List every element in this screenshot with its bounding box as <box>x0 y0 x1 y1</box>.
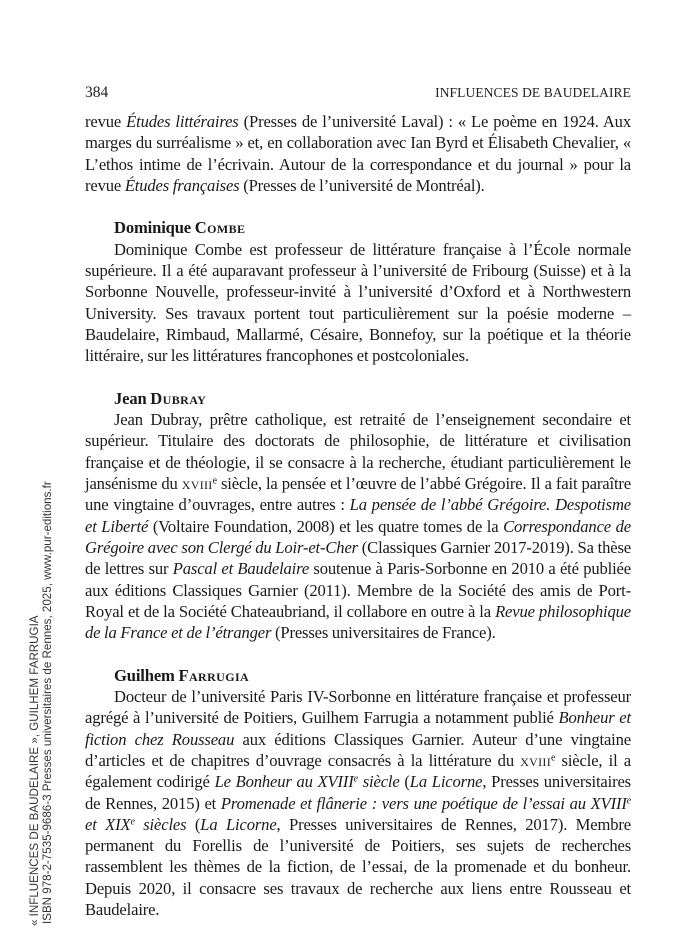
superscript: e <box>626 795 632 807</box>
contributor-bio-farrugia <box>85 686 631 920</box>
text-run: aux éditions Classiques Garnier. Auteur d’une vingtaine d’articles et de chapitres d’ouvrage consacrés à la littérature du <box>85 729 631 770</box>
italic-title: siècles <box>134 814 187 834</box>
italic-title: Revue philosophique de la France et de l’étranger <box>85 601 631 643</box>
italic-title: Bonheur et fiction chez Rousseau <box>85 708 631 749</box>
italic-title: La pensée de l’abbé Grégoire. Despotisme et Liberté <box>85 495 631 536</box>
text-run: revue <box>85 112 127 131</box>
italic-title: siècle <box>357 772 400 792</box>
superscript: e <box>353 773 358 785</box>
contributor-first-name: Jean <box>114 388 147 408</box>
italic-title: Études françaises <box>124 175 240 195</box>
contributor-last-name: Dubray <box>150 388 207 408</box>
italic-title: Pascal et Baudelaire <box>172 559 310 579</box>
contributor-first-name: Guilhem <box>114 665 175 685</box>
superscript: e <box>551 752 556 764</box>
contributor-first-name: Dominique <box>114 218 192 238</box>
contributor-bio-combe <box>85 239 631 367</box>
text-run: , Presses universitaires de Rennes, 2015) et <box>85 772 631 813</box>
italic-title: et XIX <box>85 814 131 834</box>
italic-title: Correspondance de Grégoire avec son Clergé du Loir-et-Cher <box>85 516 631 557</box>
text-run: soutenue à Paris-Sorbonne en 2010 a été publiée aux éditions Classiques Garnier (2011). Membre de la Société des amis de Port-Royal et de la Société Chateaubriand, il collabore en outre à la <box>85 559 631 621</box>
italic-title: La Licorne <box>200 814 277 834</box>
italic-title: Études littéraires <box>126 112 239 131</box>
text-run: (Voltaire Foundation, 2008) et les quatre tomes de la <box>148 516 504 536</box>
running-head-title: INFLUENCES DE BAUDELAIRE <box>435 85 631 100</box>
contributor-heading-farrugia <box>85 665 631 686</box>
text-run: siècle, la pensée et l’œuvre de l’abbé Grégoire. Il a fait paraître une vingtaine d’ouvrages, entre autres : <box>85 474 631 515</box>
text-run: Jean Dubray, prêtre catholique, est retraité de l’enseignement secondaire et supérieur. Titulaire des doctorats de philosophie, de littérature et civilisation française et de théologie, il se consacre à la recherche, étudiant particulièrement le jansénisme du <box>85 410 631 494</box>
superscript: e <box>130 816 135 828</box>
italic-title: Le Bonheur au XVIII <box>214 772 354 792</box>
italic-title: Promenade et flânerie : vers une poétique de l’essai au XVIII <box>220 793 627 813</box>
contributor-bio-dubray <box>85 409 631 643</box>
text-run: (Classiques Garnier 2017-2019). Sa thèse de lettres sur <box>85 537 631 579</box>
century-numeral: xviii <box>520 750 552 770</box>
superscript: e <box>212 475 217 487</box>
contributors-text <box>85 111 631 920</box>
century-numeral: xviii <box>181 474 213 494</box>
contributor-heading-dubray <box>85 388 631 409</box>
watermark-title-author: « INFLUENCES DE BAUDELAIRE », GUILHEM FARRUGIA <box>28 615 41 926</box>
intro-paragraph <box>85 111 631 196</box>
section-gap <box>85 367 631 388</box>
contributor-last-name: Farrugia <box>178 665 250 685</box>
text-run: , Presses universitaires de Rennes, 2017). Membre permanent du Forellis de l’université de Poitiers, ses sujets de recherches rassemblent les thèmes de la fiction, de l’essai, de la promenade et du bonheur. Depuis 2020, il consacre ses travaux de recherche aux liens entre Rousseau et Baudelaire. <box>85 814 631 919</box>
italic-title: La Licorne <box>409 772 483 792</box>
section-gap <box>85 643 631 664</box>
text-run: ( <box>186 814 201 834</box>
running-head <box>85 84 631 102</box>
watermark-isbn-publisher: ISBN 978-2-7535-9686-3 Presses universitaires de Rennes, 2025, www.pur-editions.fr <box>41 481 54 924</box>
text-run: Docteur de l’université Paris IV-Sorbonne en littérature française et professeur agrégé à l’université de Poitiers, Guilhem Farrugia a notamment publié <box>85 687 631 728</box>
text-run: siècle, il a également codirigé <box>85 750 632 792</box>
text-run: ( <box>399 772 410 792</box>
page-number: 384 <box>85 84 109 101</box>
text-run: (Presses universitaires de France). <box>271 623 496 643</box>
contributor-heading-combe <box>85 217 631 238</box>
section-gap <box>85 196 631 217</box>
contributor-last-name: Combe <box>194 218 246 238</box>
text-run: Dominique Combe est professeur de littérature française à l’École normale supérieure. Il a été auparavant professeur à l’université de Fribourg (Suisse) et à la Sorbonne Nouvelle, professeur-invité à l’université d’Oxford et à Northwestern University. Ses travaux portent tout particulièrement sur la poésie moderne – Baudelaire, Rimbaud, Mallarmé, Césaire, Bonnefoy, sur la poétique et la théorie littéraire, sur les littératures francophones et postcoloniales. <box>85 239 631 366</box>
text-run: (Presses de l’université Laval) : « Le poème en 1924. Aux marges du surréalisme » et, en collaboration avec Ian Byrd et Élisabeth Chevalier, « L’ethos intime de l’écrivain. Autour de la correspondance et du journal » pour la revue <box>85 112 631 195</box>
text-run: (Presses de l’université de Montréal). <box>239 175 485 195</box>
